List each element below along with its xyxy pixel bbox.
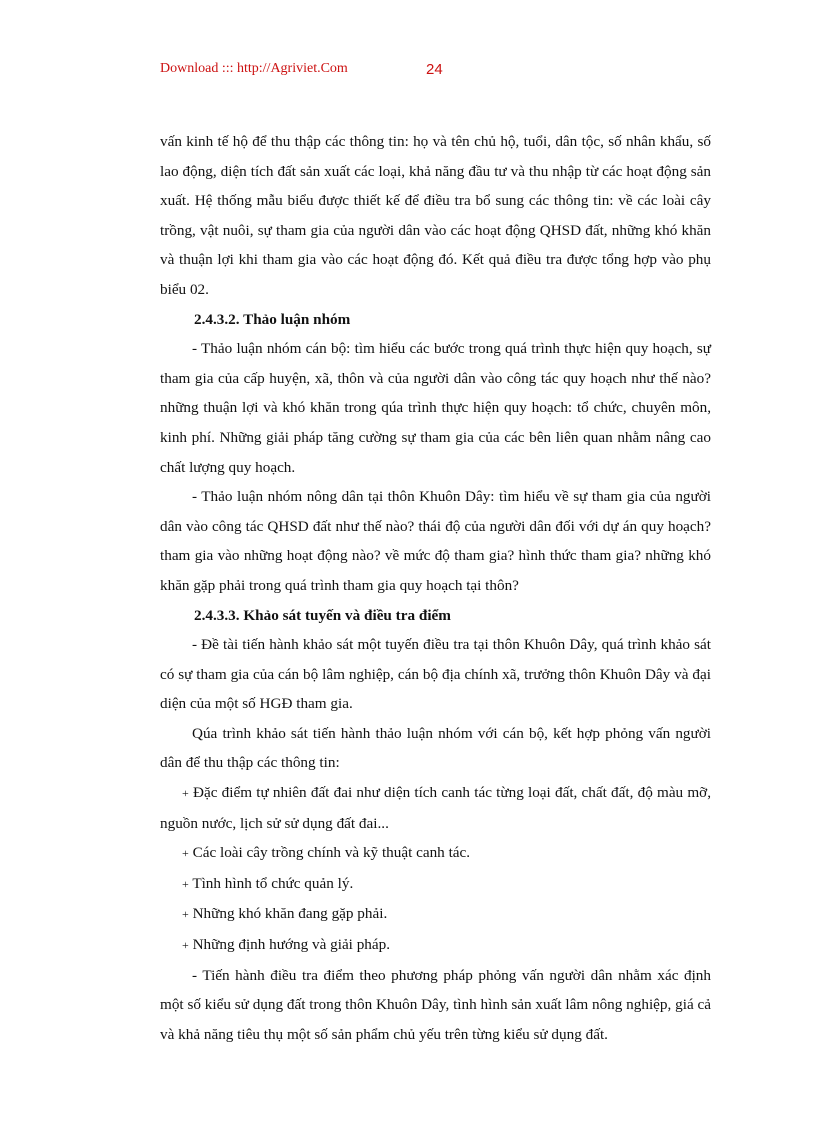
list-item xyxy=(160,778,711,838)
paragraph-farmers-discussion: - Thảo luận nhóm nông dân tại thôn Khuôn Dây: tìm hiểu về sự tham gia của người dân vào công tác QHSD đất như thế nào? thái độ của người dân đối với dự án quy hoạch? tham gia vào những hoạt động nào? về mức độ tham gia? hình thức tham gia? những khó khăn gặp phải trong quá trình tham gia quy hoạch tại thôn? xyxy=(160,488,711,594)
paragraph-transect-description: - Đề tài tiến hành khảo sát một tuyến điều tra tại thôn Khuôn Dây, quá trình khảo sát có sự tham gia của cán bộ lâm nghiệp, cán bộ địa chính xã, trưởng thôn Khuôn Dây và đại diện của một số HGĐ tham gia. xyxy=(160,636,711,713)
bullet-marker: + xyxy=(182,876,189,891)
bullet-marker: + xyxy=(182,786,189,801)
list-item-text: Tình hình tổ chức quản lý. xyxy=(192,874,354,892)
document-body xyxy=(160,127,711,1049)
bullet-marker: + xyxy=(182,938,189,953)
list-item-text: Những khó khăn đang gặp phải. xyxy=(192,905,388,923)
list-item-text: Các loài cây trồng chính và kỹ thuật canh tác. xyxy=(192,844,471,862)
paragraph-survey-process: Qúa trình khảo sát tiến hành thảo luận nhóm với cán bộ, kết hợp phỏng vấn người dân để thu thập các thông tin: xyxy=(160,724,711,772)
bullet-marker: + xyxy=(182,907,189,922)
heading-transect-survey: 2.4.3.3. Khảo sát tuyến và điều tra điểm xyxy=(194,606,451,624)
bullet-marker: + xyxy=(182,846,189,861)
paragraph-interview-intro: vấn kinh tế hộ để thu thập các thông tin: họ và tên chủ hộ, tuổi, dân tộc, số nhân khẩu, số lao động, diện tích đất sản xuất các loại, khả năng đầu tư và thu nhập từ các hoạt động sản xuất. Hệ thống mẫu biểu được thiết kế để điều tra bổ sung các thông tin: về các loài cây trồng, vật nuôi, sự tham gia của người dân vào các hoạt động QHSD đất, những khó khăn và thuận lợi khi tham gia vào các hoạt động đó. Kết quả điều tra được tổng hợp vào phụ biểu 02. xyxy=(160,133,711,298)
list-item xyxy=(160,899,711,930)
paragraph-officials-discussion: - Thảo luận nhóm cán bộ: tìm hiểu các bước trong quá trình thực hiện quy hoạch, sự tham gia của cấp huyện, xã, thôn và của người dân vào công tác quy hoạch như thế nào? những thuận lợi và khó khăn trong qúa trình thực hiện quy hoạch: tổ chức, chuyên môn, kinh phí. Những giải pháp tăng cường sự tham gia của các bên liên quan nhằm nâng cao chất lượng quy hoạch. xyxy=(160,340,711,476)
list-item xyxy=(160,930,711,961)
page-number: 24 xyxy=(426,61,443,78)
paragraph-point-survey: - Tiến hành điều tra điểm theo phương pháp phỏng vấn người dân nhằm xác định một số kiểu sử dụng đất trong thôn Khuôn Dây, tình hình sản xuất lâm nông nghiệp, giá cả và khả năng tiêu thụ một số sản phẩm chủ yếu trên từng kiểu sử dụng đất. xyxy=(160,966,711,1043)
list-item-text: Đặc điểm tự nhiên đất đai như diện tích canh tác từng loại đất, chất đất, độ màu mỡ, nguồn nước, lịch sử sử dụng đất đai... xyxy=(160,784,712,832)
list-item xyxy=(160,869,711,900)
list-item-text: Những định hướng và giải pháp. xyxy=(192,936,391,954)
heading-group-discussion: 2.4.3.2. Thảo luận nhóm xyxy=(194,310,351,328)
list-item xyxy=(160,838,711,869)
download-link[interactable]: Download ::: http://Agriviet.Com xyxy=(160,61,348,76)
